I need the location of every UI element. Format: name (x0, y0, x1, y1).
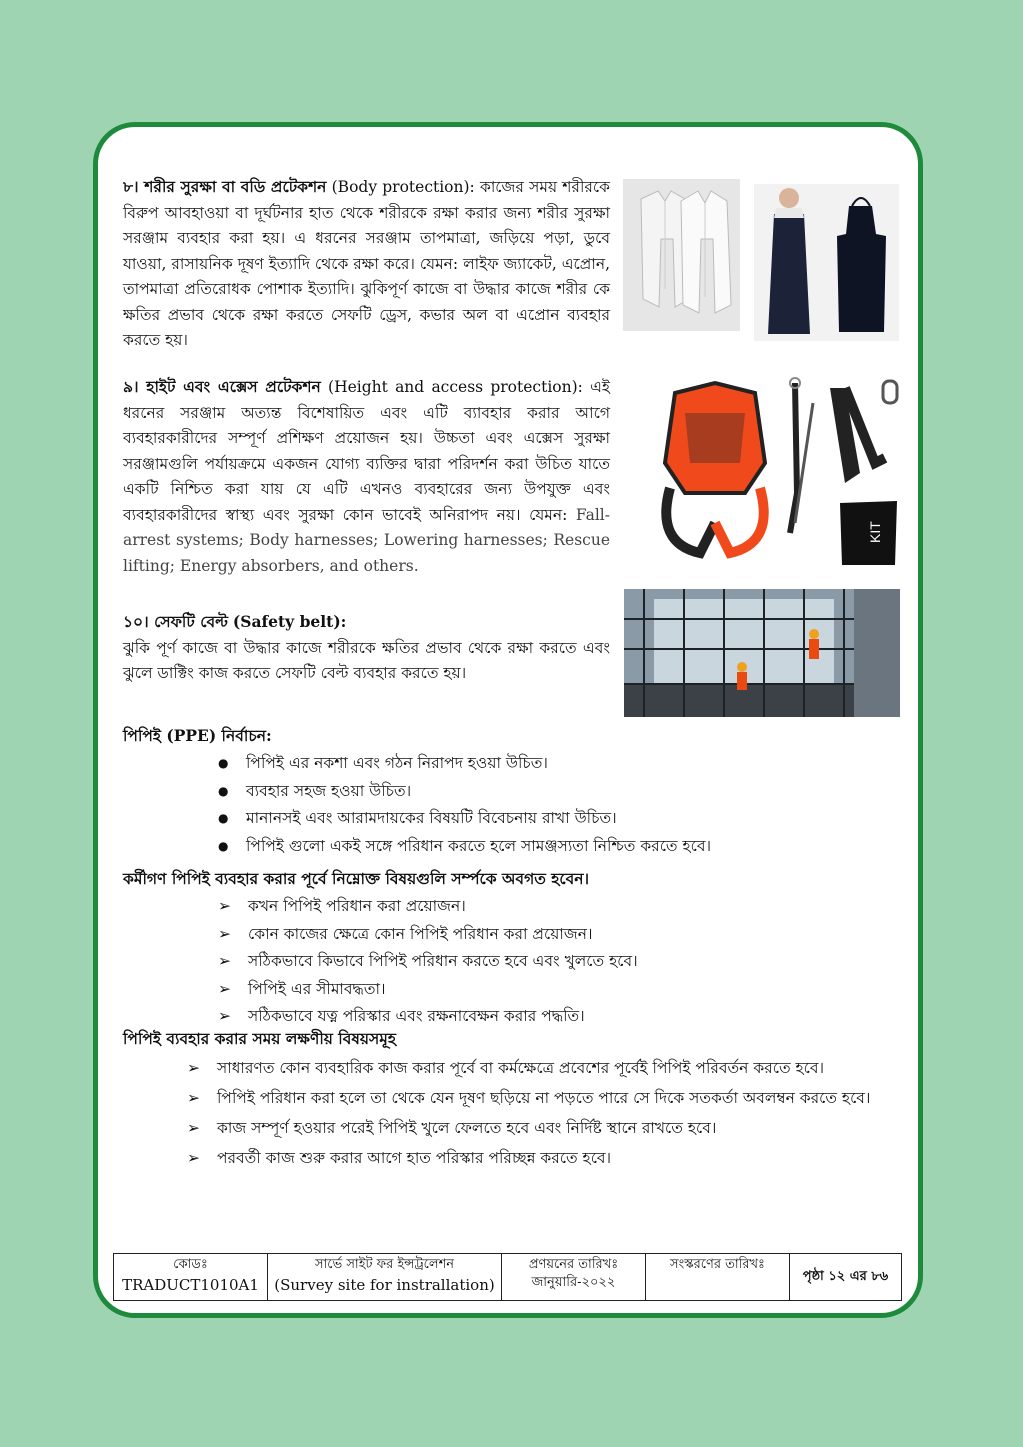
footer-code-value: TRADUCT1010A1 (122, 1276, 259, 1294)
footer-code-cell (114, 1254, 268, 1301)
list-item: ➢ সঠিকভাবে কিভাবে পিপিই পরিধান করতে হবে এবং খুলতে হবে। (218, 948, 903, 976)
footer-table (113, 1253, 902, 1301)
kit-bag-label: KIT (867, 521, 883, 543)
footer-title-cell (268, 1254, 502, 1301)
ppe-selection-section (123, 722, 903, 860)
body-protection-heading: ৮। শরীর সুরক্ষা বা বডি প্রটেকশন (123, 177, 327, 196)
scaffold-image (624, 589, 900, 717)
height-protection-heading: ৯। হাইট এবং এক্সেস প্রটেকশন (123, 377, 321, 396)
height-protection-paragraph (123, 374, 610, 579)
usage-notes-list (187, 1055, 901, 1171)
footer-page-number: পৃষ্ঠা ১২ এর ৮৬ (802, 1268, 889, 1284)
ppe-selection-heading: পিপিই (PPE) নির্বাচন: (123, 726, 272, 745)
body-protection-paragraph (123, 174, 610, 354)
list-item: ➢ কখন পিপিই পরিধান করা প্রয়োজন। (218, 893, 903, 921)
height-protection-text: এই ধরনের সরঞ্জাম অত্যন্ত বিশেষায়িত এবং এটি ব্যাবহার করার আগে ব্যবহারকারীদের সম্পূর্ণ প্রশিক্ষণ প্রয়োজন হয়। উচ্চতা এবং এক্সেস সুরক্ষা সরঞ্জামগুলি পর্যায়ক্রমে একজন যোগ্য ব্যক্তির দ্বারা পরিদর্শন করা উচিত যাতে একটি নিশ্চিত করা যায় যে এটি এখনও ব্যবহারের জন্য উপযুক্ত এবং ব্যবহারকারীদের স্বাস্থ্য এবং সুরক্ষা কোন ভাবেই অনিরাপদ নয়। (123, 378, 610, 524)
footer-title-value: (Survey site for instrallation) (274, 1276, 495, 1294)
worker-awareness-list (218, 893, 903, 1031)
section-safety-belt (123, 609, 610, 687)
apron-image (754, 184, 899, 341)
section-body-protection (123, 174, 610, 354)
usage-notes-section (123, 1025, 901, 1175)
ppe-selection-list (218, 750, 903, 860)
body-protection-english: (Body protection): (331, 178, 475, 196)
footer-prep-value: জানুয়ারি-২০২২ (531, 1275, 616, 1290)
list-item: ➢ সাধারণত কোন ব্যবহারিক কাজ করার পূর্বে বা কর্মক্ষেত্রে প্রবেশের পূর্বেই পিপিই পরিবর্তন করতে হবে। (187, 1055, 901, 1081)
list-item: ● ব্যবহার সহজ হওয়া উচিত। (218, 778, 903, 806)
harness-image (645, 373, 905, 573)
body-protection-text: কাজের সময় শরীরকে বিরুপ আবহাওয়া বা দূর্ঘটনার হাত থেকে শরীরকে রক্ষা করার জন্য শরীর সুরক্ষা সরঞ্জাম ব্যবহার করা হয়। এ ধরনের সরঞ্জাম তাপমাত্রা, জড়িয়ে পড়া, ডুবে যাওয়া, রাসায়নিক দূষণ ইত্যাদি থেকে রক্ষা করে। যেমন: লাইফ জ্যাকেট, এপ্রোন, তাপমাত্রা প্রতিরোধক পোশাক ইত্যাদি। ঝুকিপূর্ণ কাজে বা উদ্ধার কাজে শরীর কে ক্ষতির প্রভাব থেকে রক্ষা করতে সেফটি ড্রেস, কভার অল বা এপ্রোন ব্যবহার করতে হয়। (123, 178, 610, 349)
list-item: ➢ পরবর্তী কাজ শুরু করার আগে হাত পরিস্কার পরিচ্ছন্ন করতে হবে। (187, 1145, 901, 1171)
footer-prep-cell (502, 1254, 646, 1301)
worker-awareness-section (123, 865, 903, 1031)
footer-page-cell (790, 1254, 902, 1301)
list-item: ➢ পিপিই পরিধান করা হলে তা থেকে যেন দূষণ ছড়িয়ে না পড়তে পারে সে দিকে সতকর্তা অবলম্বন করতে হবে। (187, 1085, 901, 1111)
height-protection-english: (Height and access protection): (328, 378, 583, 396)
list-item: ➢ পিপিই এর সীমাবদ্ধতা। (218, 976, 903, 1004)
height-examples-label: যেমন: (529, 505, 568, 524)
footer-revision-cell (646, 1254, 790, 1301)
usage-notes-heading: পিপিই ব্যবহার করার সময় লক্ষণীয় বিষয়সমূহ (123, 1029, 397, 1048)
footer-revision-label: সংস্করণের তারিখঃ (670, 1257, 765, 1272)
footer-code-label: কোডঃ (173, 1257, 208, 1272)
worker-awareness-heading: কর্মীগণ পিপিই ব্যবহার করার পূর্বে নিম্নোক্ত বিষয়গুলি সর্ম্পকে অবগত হবেন। (123, 869, 590, 888)
list-item: ➢ সঠিকভাবে যত্ন পরিস্কার এবং রক্ষনাবেক্ষন করার পদ্ধতি। (218, 1003, 903, 1031)
list-item: ➢ কোন কাজের ক্ষেত্রে কোন পিপিই পরিধান করা প্রয়োজন। (218, 921, 903, 949)
safety-belt-heading: ১০। সেফটি বেল্ট (123, 612, 228, 631)
list-item: ● পিপিই গুলো একই সঙ্গে পরিধান করতে হলে সামঞ্জস্যতা নিশ্চিত করতে হবে। (218, 833, 903, 861)
footer-title-label: সার্ভে সাইট ফর ইন্সট্রলেশন (314, 1257, 455, 1272)
list-item: ● পিপিই এর নকশা এবং গঠন নিরাপদ হওয়া উচিত। (218, 750, 903, 778)
height-examples-list: Fall-arrest systems; Body harnesses; Lowering harnesses; Rescue lifting; Energy absorbers, and others. (123, 505, 610, 575)
section-height-protection (123, 374, 610, 579)
safety-belt-heading-line (123, 609, 610, 636)
list-item: ➢ কাজ সম্পূর্ণ হওয়ার পরেই পিপিই খুলে ফেলতে হবে এবং নির্দিষ্ট স্থানে রাখতে হবে। (187, 1115, 901, 1141)
list-item: ● মানানসই এবং আরামদায়কের বিষয়টি বিবেচনায় রাখা উচিত। (218, 805, 903, 833)
safety-belt-text: ঝুকি পূর্ণ কাজে বা উদ্ধার কাজে শরীরকে ক্ষতির প্রভাব থেকে রক্ষা করতে এবং ঝুলে ডাক্টিং কাজ করতে সেফটি বেল্ট ব্যবহার করতে হয়। (123, 638, 610, 682)
safety-belt-english: (Safety belt): (232, 612, 347, 631)
lab-coat-image (623, 179, 740, 331)
footer-prep-label: প্রণয়নের তারিখঃ (528, 1257, 619, 1272)
